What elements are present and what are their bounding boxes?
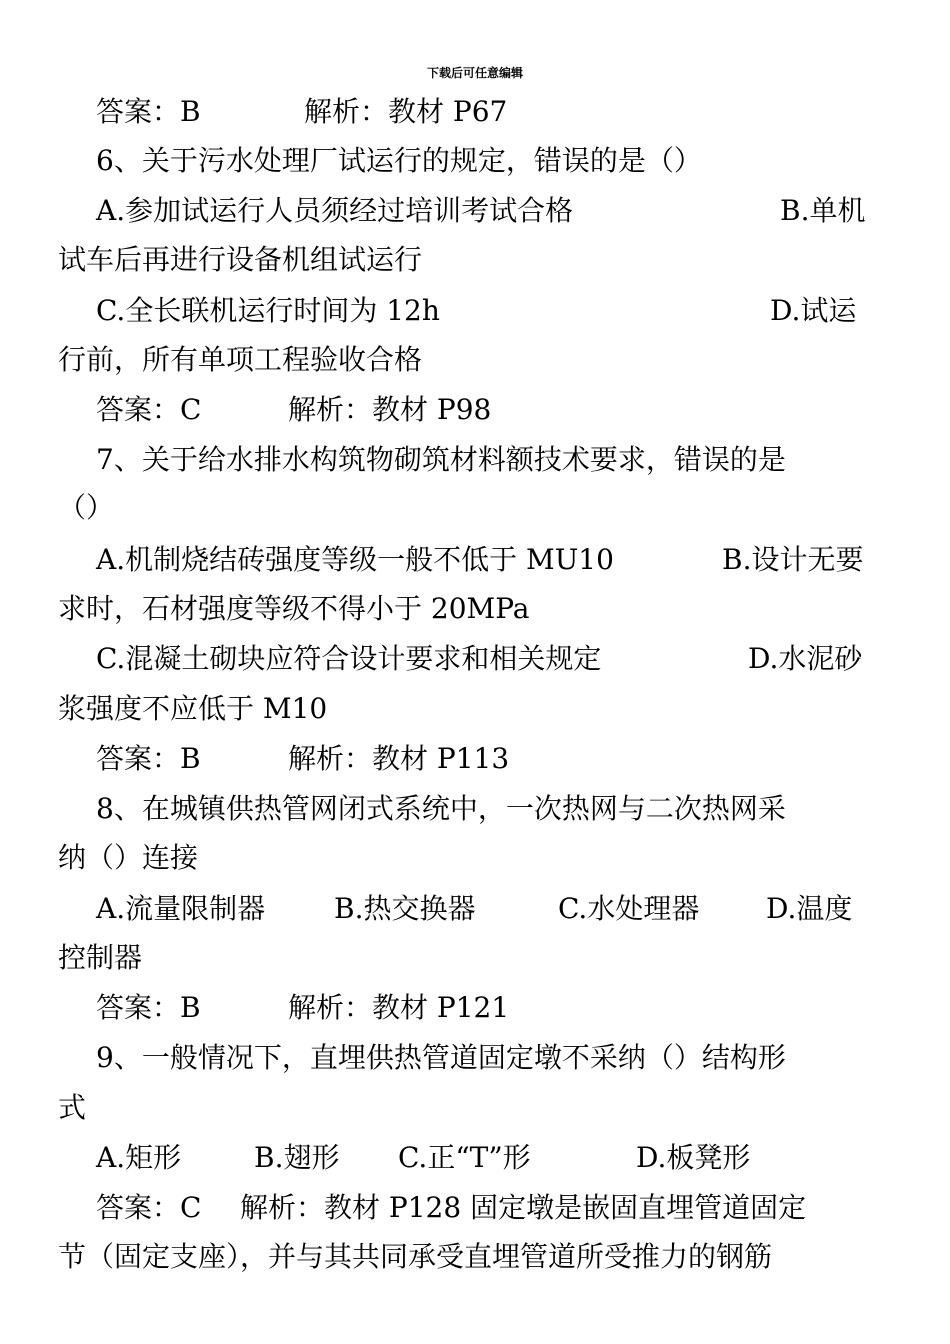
option-c: C.全长联机运行时间为 12h: [96, 294, 440, 327]
option-d: D.板凳形: [636, 1141, 751, 1174]
option-d: D.水泥砂: [748, 642, 863, 675]
page-header: 下载后可任意编辑: [426, 66, 523, 80]
question-text: 6、关于污水处理厂试运行的规定，错误的是（）: [96, 144, 702, 177]
question-7: [0, 440, 950, 480]
option-d-continued: 控制器: [58, 941, 143, 974]
option-c: C.混凝土砌块应符合设计要求和相关规定: [96, 642, 602, 675]
q9-options: [0, 1138, 950, 1178]
question-9-continued: [0, 1088, 950, 1128]
answer-text: 答案：B: [96, 95, 201, 128]
option-b: B.热交换器: [334, 892, 476, 925]
q9-answer-line: [0, 1188, 950, 1228]
option-b-continued: 试车后再进行设备机组试运行: [58, 243, 423, 276]
analysis-text: 解析：教材 P128 固定墩是嵌固直埋管道固定: [240, 1191, 807, 1224]
q8-answer-line: [0, 988, 950, 1028]
analysis-text-continued: 节（固定支座），并与其共同承受直埋管道所受推力的钢筋: [58, 1240, 773, 1273]
q7-option-b-continued: [0, 589, 950, 629]
option-a: A.机制烧结砖强度等级一般不低于 MU10: [96, 543, 614, 576]
analysis-text: 解析：教材 P98: [288, 393, 492, 426]
q8-option-d-continued: [0, 938, 950, 978]
question-9: [0, 1038, 950, 1078]
option-b: B.设计无要: [722, 543, 864, 576]
q6-answer-line: [0, 390, 950, 430]
question-8-continued: [0, 838, 950, 878]
option-d-continued: 行前，所有单项工程验收合格: [58, 343, 423, 376]
question-text: 8、在城镇供热管网闭式系统中，一次热网与二次热网采: [96, 792, 786, 825]
option-b: B.单机: [780, 194, 866, 227]
option-b: B.翅形: [254, 1141, 340, 1174]
q8-options: [0, 889, 950, 929]
q6-option-b-continued: [0, 240, 950, 280]
answer-text: 答案：C: [96, 393, 202, 426]
question-6: [0, 141, 950, 181]
option-d: D.温度: [766, 892, 853, 925]
option-a: A.流量限制器: [96, 892, 266, 925]
option-c: C.水处理器: [558, 892, 700, 925]
q7-options-cd: [0, 639, 950, 679]
q6-option-d-continued: [0, 340, 950, 380]
q6-options-cd: [0, 291, 950, 331]
question-text-continued: 式: [58, 1091, 87, 1124]
question-text-continued: 纳（）连接: [58, 841, 199, 874]
option-b-continued: 求时，石材强度等级不得小于 20MPa: [58, 592, 530, 625]
q7-options-ab: [0, 540, 950, 580]
analysis-text: 解析：教材 P113: [288, 742, 510, 775]
q5-answer-line: [0, 92, 950, 132]
option-a: A.参加试运行人员须经过培训考试合格: [96, 194, 574, 227]
option-d: D.试运: [770, 294, 857, 327]
option-d-continued: 浆强度不应低于 M10: [58, 692, 328, 725]
analysis-text: 解析：教材 P67: [304, 95, 508, 128]
question-7-continued: [0, 488, 950, 528]
question-text: 9、一般情况下，直埋供热管道固定墩不采纳（）结构形: [96, 1041, 786, 1074]
q7-option-d-continued: [0, 689, 950, 729]
analysis-text: 解析：教材 P121: [288, 991, 510, 1024]
answer-text: 答案：B: [96, 742, 201, 775]
answer-text: 答案：B: [96, 991, 201, 1024]
q6-options-ab: [0, 191, 950, 231]
option-c: C.正“T”形: [398, 1141, 531, 1174]
q7-answer-line: [0, 739, 950, 779]
question-text: 7、关于给水排水构筑物砌筑材料额技术要求，错误的是: [96, 443, 786, 476]
question-text-continued: （）: [58, 491, 115, 524]
question-8: [0, 789, 950, 829]
answer-text: 答案：C: [96, 1191, 202, 1224]
q9-analysis-continued: [0, 1237, 950, 1277]
option-a: A.矩形: [96, 1141, 182, 1174]
